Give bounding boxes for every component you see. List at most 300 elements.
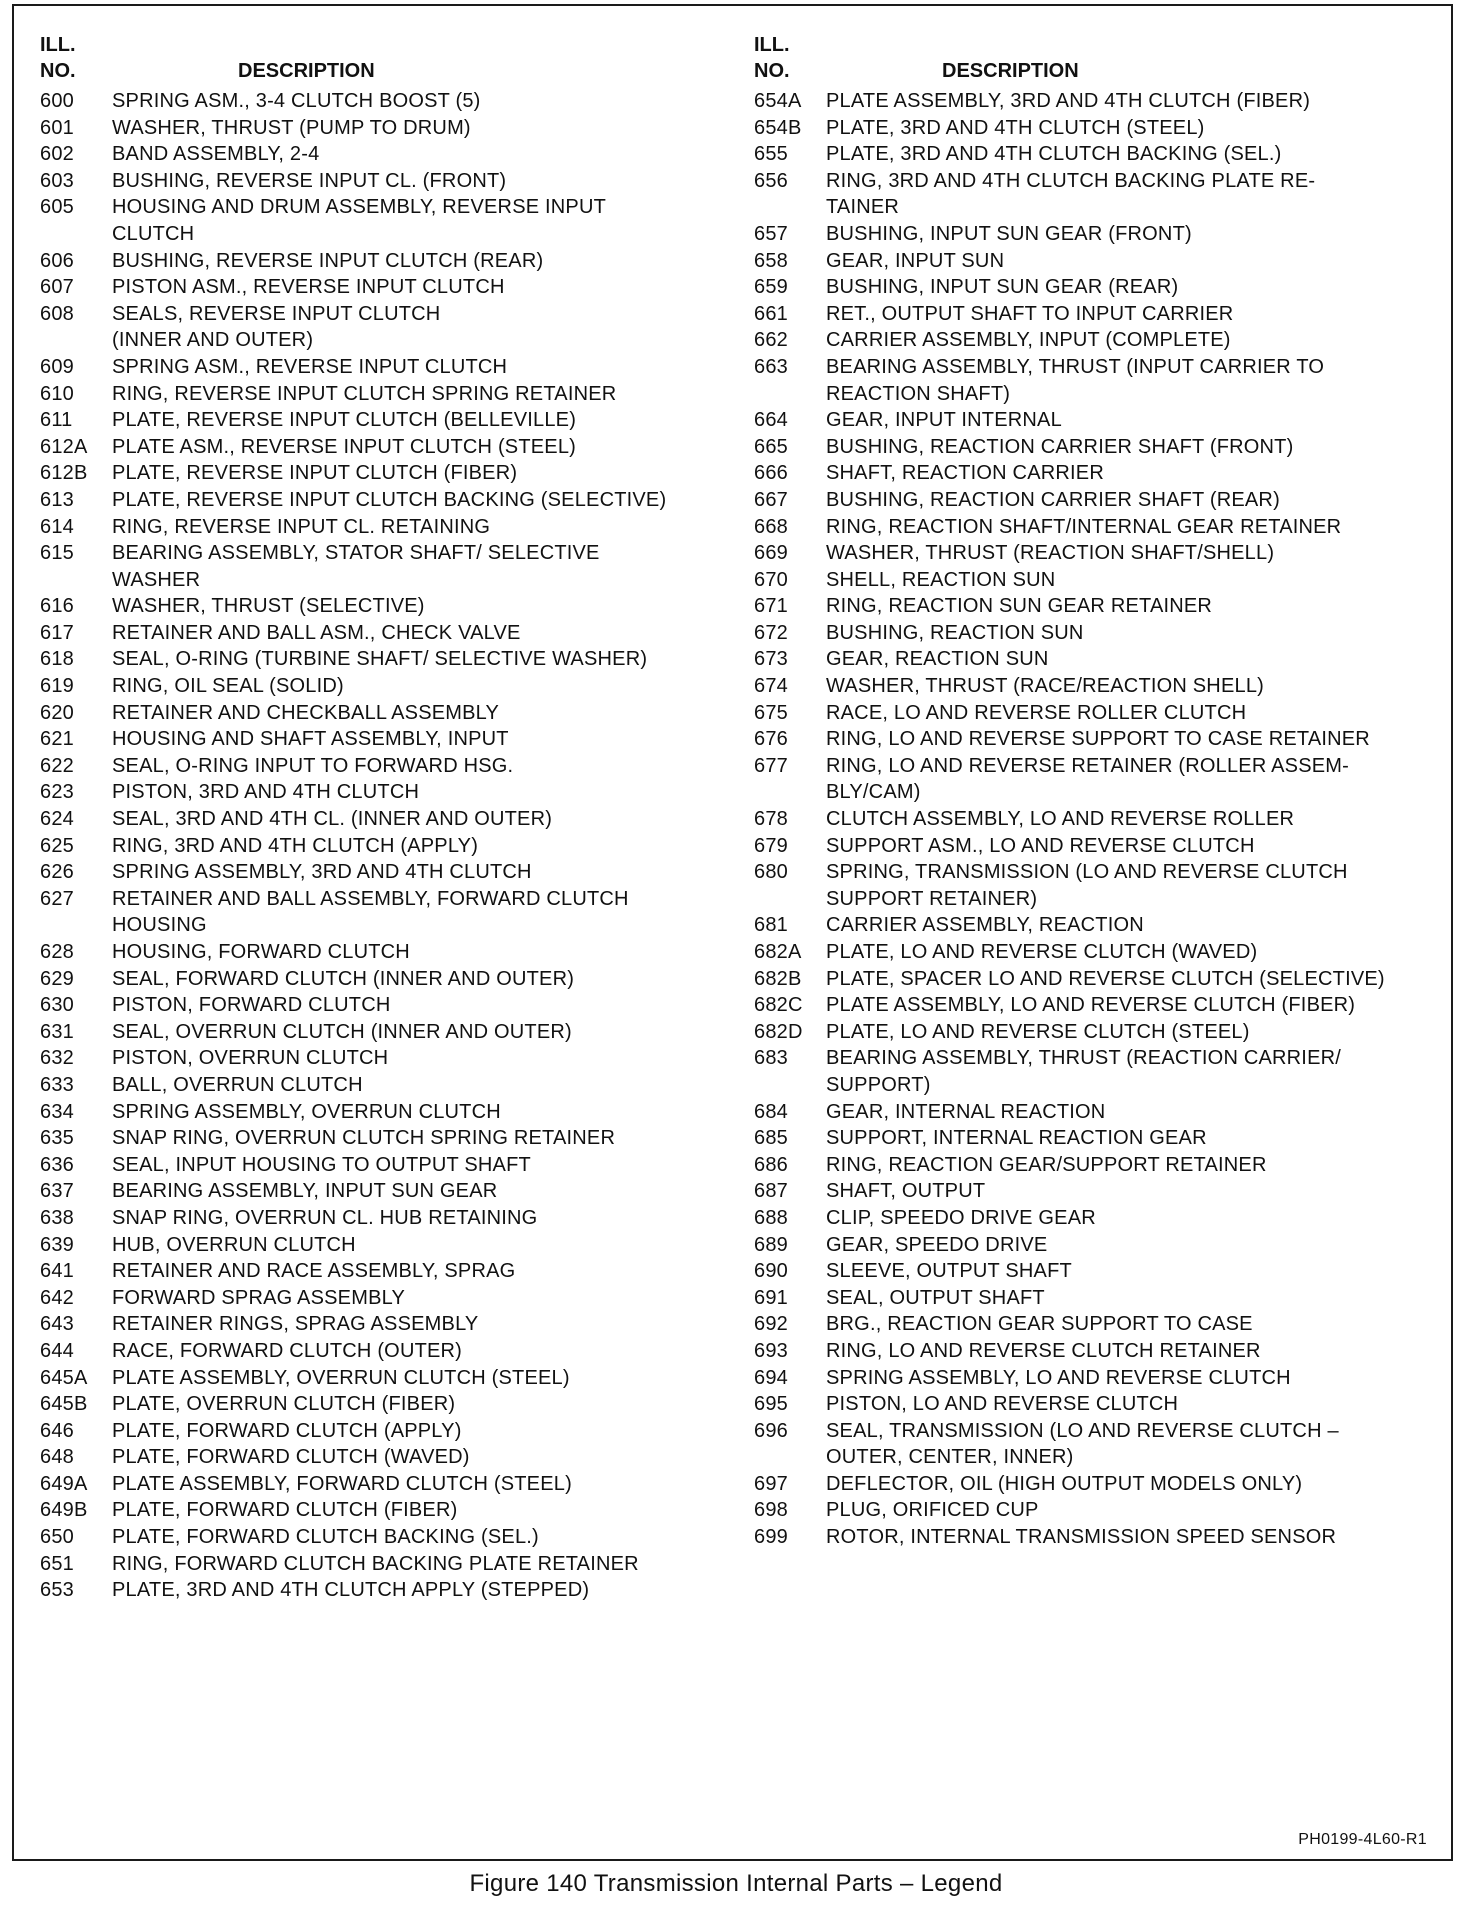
part-description: HUB, OVERRUN CLUTCH [112, 1233, 356, 1256]
legend-row [40, 1524, 740, 1551]
column-header [754, 32, 1444, 84]
part-description: SEAL, O-RING (TURBINE SHAFT/ SELECTIVE WASHER) [112, 648, 648, 671]
ill-number: 661 [754, 302, 788, 325]
ill-number: 670 [754, 568, 788, 591]
legend-row [754, 248, 1444, 275]
ill-number: 629 [40, 967, 74, 990]
part-description: PLATE, LO AND REVERSE CLUTCH (STEEL) [826, 1020, 1250, 1043]
part-description: RETAINER AND CHECKBALL ASSEMBLY [112, 701, 500, 724]
part-description: SEAL, O-RING INPUT TO FORWARD HSG. [112, 754, 514, 777]
legend-row [40, 1418, 740, 1445]
ill-number: 607 [40, 276, 74, 299]
part-description: GEAR, SPEEDO DRIVE [826, 1233, 1048, 1256]
part-description: PLATE, FORWARD CLUTCH (APPLY) [112, 1419, 462, 1442]
ill-number: 636 [40, 1153, 74, 1176]
legend-row [754, 115, 1444, 142]
part-description: SUPPORT ASM., LO AND REVERSE CLUTCH [826, 834, 1255, 857]
part-description: PLATE, FORWARD CLUTCH (FIBER) [112, 1499, 458, 1522]
part-description: RING, REACTION GEAR/SUPPORT RETAINER [826, 1153, 1267, 1176]
part-description: BEARING ASSEMBLY, THRUST (REACTION CARRIER/ SUPPORT) [826, 1047, 1342, 1096]
ill-number: 664 [754, 409, 788, 432]
part-description: DEFLECTOR, OIL (HIGH OUTPUT MODELS ONLY) [826, 1472, 1303, 1495]
part-description: SEAL, 3RD AND 4TH CL. (INNER AND OUTER) [112, 808, 553, 831]
part-description: PLATE, LO AND REVERSE CLUTCH (WAVED) [826, 941, 1258, 963]
part-description: PLATE ASSEMBLY, 3RD AND 4TH CLUTCH (FIBER) [826, 90, 1311, 112]
ill-number: 653 [40, 1579, 74, 1602]
ill-number: 626 [40, 861, 74, 884]
ill-number: 646 [40, 1419, 74, 1442]
part-description: PLATE, REVERSE INPUT CLUTCH BACKING (SELECTIVE) [112, 488, 667, 511]
part-description: GEAR, INTERNAL REACTION [826, 1100, 1106, 1123]
ill-number: 624 [40, 808, 74, 831]
ill-no-header: ILL. NO. [754, 34, 790, 82]
legend-row [40, 1471, 740, 1498]
ill-number: 674 [754, 675, 788, 698]
legend-row [40, 779, 740, 806]
part-description: BUSHING, REVERSE INPUT CLUTCH (REAR) [112, 249, 544, 272]
part-description: SPRING ASSEMBLY, LO AND REVERSE CLUTCH [826, 1366, 1291, 1389]
ill-no-header: ILL. NO. [40, 34, 76, 82]
legend-row [754, 1471, 1444, 1498]
ill-number: 625 [40, 834, 74, 857]
legend-row [754, 1099, 1444, 1126]
part-description: BEARING ASSEMBLY, INPUT SUN GEAR [112, 1180, 498, 1203]
legend-row [40, 168, 740, 195]
legend-frame [12, 4, 1453, 1861]
part-description: PISTON, FORWARD CLUTCH [112, 994, 391, 1017]
ill-number: 612A [40, 435, 88, 458]
legend-row [40, 753, 740, 780]
part-description: PISTON, 3RD AND 4TH CLUTCH [112, 781, 420, 804]
part-description: RING, FORWARD CLUTCH BACKING PLATE RETAINER [112, 1552, 639, 1575]
ill-number: 638 [40, 1206, 74, 1229]
ill-number: 663 [754, 355, 788, 378]
legend-row [40, 194, 740, 247]
ill-number: 618 [40, 648, 74, 671]
part-description: PLATE, FORWARD CLUTCH (WAVED) [112, 1446, 470, 1469]
ill-number: 645A [40, 1366, 88, 1389]
ill-number: 643 [40, 1313, 74, 1336]
legend-row [754, 354, 1444, 407]
legend-row [754, 1365, 1444, 1392]
part-description: CLIP, SPEEDO DRIVE GEAR [826, 1206, 1096, 1229]
legend-row [40, 1152, 740, 1179]
ill-number: 632 [40, 1047, 74, 1070]
legend-row [754, 992, 1444, 1019]
legend-row [754, 1125, 1444, 1152]
legend-row [754, 966, 1444, 993]
ill-number: 635 [40, 1127, 74, 1150]
part-description: BEARING ASSEMBLY, THRUST (INPUT CARRIER TO REACTION SHAFT) [826, 355, 1325, 405]
legend-row [40, 1178, 740, 1205]
part-description: RING, OIL SEAL (SOLID) [112, 675, 344, 698]
legend-row [40, 1045, 740, 1072]
legend-row [40, 886, 740, 939]
ill-number: 692 [754, 1313, 788, 1336]
legend-row [754, 1311, 1444, 1338]
legend-row [754, 726, 1444, 753]
ill-number: 658 [754, 249, 788, 272]
legend-row [40, 274, 740, 301]
part-description: GEAR, INPUT INTERNAL [826, 409, 1062, 432]
legend-row [754, 567, 1444, 594]
part-description: BUSHING, REACTION CARRIER SHAFT (REAR) [826, 488, 1280, 511]
ill-number: 649A [40, 1472, 88, 1495]
part-description: CARRIER ASSEMBLY, REACTION [826, 914, 1144, 937]
legend-row [754, 434, 1444, 461]
legend-row [754, 221, 1444, 248]
part-description: BUSHING, INPUT SUN GEAR (REAR) [826, 276, 1179, 299]
ill-number: 682B [754, 967, 802, 990]
legend-row [754, 1258, 1444, 1285]
legend-row [754, 1152, 1444, 1179]
legend-row [754, 753, 1444, 806]
part-description: RING, REACTION SHAFT/INTERNAL GEAR RETAINER [826, 515, 1342, 538]
part-description: PLATE ASSEMBLY, FORWARD CLUTCH (STEEL) [112, 1472, 572, 1495]
part-description: HOUSING, FORWARD CLUTCH [112, 941, 410, 963]
part-description: PLATE ASSEMBLY, LO AND REVERSE CLUTCH (FIBER) [826, 994, 1356, 1017]
ill-number: 662 [754, 329, 788, 352]
ill-number: 631 [40, 1020, 74, 1043]
part-description: GEAR, INPUT SUN [826, 249, 1005, 272]
ill-number: 616 [40, 595, 74, 618]
legend-row [40, 646, 740, 673]
part-description: PLATE, 3RD AND 4TH CLUTCH (STEEL) [826, 116, 1205, 139]
legend-row [754, 912, 1444, 939]
ill-number: 666 [754, 462, 788, 485]
legend-row [754, 1205, 1444, 1232]
ill-number: 639 [40, 1233, 74, 1256]
ill-number: 686 [754, 1153, 788, 1176]
legend-row [40, 859, 740, 886]
legend-row [754, 1524, 1444, 1551]
legend-row [40, 301, 740, 354]
figure-caption: Figure 140 Transmission Internal Parts – Legend [469, 1870, 1003, 1897]
ill-number: 668 [754, 515, 788, 538]
legend-row [40, 1551, 740, 1578]
ill-number: 627 [40, 887, 74, 910]
legend-row [754, 487, 1444, 514]
ill-number: 669 [754, 542, 788, 565]
ill-number: 673 [754, 648, 788, 671]
part-description: RING, REVERSE INPUT CL. RETAINING [112, 515, 491, 538]
part-description: SPRING ASSEMBLY, 3RD AND 4TH CLUTCH [112, 861, 532, 884]
part-description: BUSHING, REACTION CARRIER SHAFT (FRONT) [826, 435, 1294, 458]
part-description: SPRING, TRANSMISSION (LO AND REVERSE CLUTCH SUPPORT RETAINER) [826, 861, 1348, 910]
ill-number: 648 [40, 1446, 74, 1469]
ill-number: 682D [754, 1020, 803, 1043]
part-description: PLATE, 3RD AND 4TH CLUTCH BACKING (SEL.) [826, 143, 1282, 166]
part-description: RETAINER AND BALL ASSEMBLY, FORWARD CLUTCH HOUSING [112, 887, 629, 937]
ill-number: 634 [40, 1100, 74, 1123]
legend-row [40, 1577, 740, 1604]
part-description: PLATE, FORWARD CLUTCH BACKING (SEL.) [112, 1526, 539, 1549]
legend-row [40, 1099, 740, 1126]
ill-number: 684 [754, 1100, 788, 1123]
ill-number: 695 [754, 1393, 788, 1416]
ill-number: 633 [40, 1073, 74, 1096]
legend-row [40, 248, 740, 275]
legend-row [754, 806, 1444, 833]
part-description: RING, REVERSE INPUT CLUTCH SPRING RETAINER [112, 382, 617, 405]
ill-number: 682C [754, 994, 803, 1017]
legend-row [40, 700, 740, 727]
part-description: CARRIER ASSEMBLY, INPUT (COMPLETE) [826, 329, 1231, 352]
legend-row [40, 1391, 740, 1418]
ill-number: 697 [754, 1472, 788, 1495]
ill-number: 693 [754, 1339, 788, 1362]
part-description: PISTON ASM., REVERSE INPUT CLUTCH [112, 276, 505, 299]
ill-number: 656 [754, 169, 788, 192]
part-description: SEALS, REVERSE INPUT CLUTCH (INNER AND OUTER) [112, 302, 441, 352]
part-description: SEAL, TRANSMISSION (LO AND REVERSE CLUTCH – OUTER, CENTER, INNER) [826, 1419, 1339, 1469]
legend-row [40, 1311, 740, 1338]
legend-row [40, 115, 740, 142]
legend-row [40, 460, 740, 487]
part-description: PLATE, REVERSE INPUT CLUTCH (FIBER) [112, 462, 518, 485]
ill-number: 619 [40, 675, 74, 698]
part-description: BUSHING, REACTION SUN [826, 621, 1084, 644]
ill-number: 603 [40, 169, 74, 192]
part-description: HOUSING AND SHAFT ASSEMBLY, INPUT [112, 728, 509, 751]
legend-row [40, 806, 740, 833]
part-description: PLATE, 3RD AND 4TH CLUTCH APPLY (STEPPED) [112, 1579, 590, 1602]
ill-number: 642 [40, 1286, 74, 1309]
part-description: RING, LO AND REVERSE CLUTCH RETAINER [826, 1339, 1261, 1362]
part-description: PLUG, ORIFICED CUP [826, 1499, 1039, 1522]
legend-row [754, 939, 1444, 966]
part-description: BALL, OVERRUN CLUTCH [112, 1073, 363, 1096]
legend-row [754, 1497, 1444, 1524]
legend-row [40, 620, 740, 647]
part-description: BRG., REACTION GEAR SUPPORT TO CASE [826, 1313, 1253, 1336]
legend-row [754, 514, 1444, 541]
ill-number: 699 [754, 1526, 788, 1549]
ill-number: 677 [754, 754, 788, 777]
legend-row [40, 1232, 740, 1259]
part-description: PISTON, LO AND REVERSE CLUTCH [826, 1393, 1179, 1416]
ill-number: 687 [754, 1180, 788, 1203]
legend-row [40, 1019, 740, 1046]
part-description: RETAINER RINGS, SPRAG ASSEMBLY [112, 1313, 479, 1336]
ill-number: 665 [754, 435, 788, 458]
part-description: SHAFT, OUTPUT [826, 1180, 986, 1203]
legend-row [40, 141, 740, 168]
part-description: SEAL, FORWARD CLUTCH (INNER AND OUTER) [112, 967, 575, 990]
ill-number: 620 [40, 701, 74, 724]
ill-number: 601 [40, 116, 74, 139]
ill-number: 696 [754, 1419, 788, 1442]
ill-number: 671 [754, 595, 788, 618]
part-description: RETAINER AND RACE ASSEMBLY, SPRAG [112, 1260, 516, 1283]
legend-row [754, 141, 1444, 168]
legend-row [754, 274, 1444, 301]
ill-number: 698 [754, 1499, 788, 1522]
parts-list-right [754, 88, 1444, 1551]
part-description: WASHER, THRUST (SELECTIVE) [112, 595, 425, 618]
ill-number: 689 [754, 1233, 788, 1256]
ill-number: 667 [754, 488, 788, 511]
legend-row [754, 460, 1444, 487]
legend-row [40, 88, 740, 115]
legend-column-left [40, 32, 740, 1604]
ill-number: 614 [40, 515, 74, 538]
ill-number: 644 [40, 1339, 74, 1362]
ill-number: 654A [754, 90, 802, 112]
part-description: RING, REACTION SUN GEAR RETAINER [826, 595, 1213, 618]
legend-row [754, 673, 1444, 700]
legend-row [40, 1365, 740, 1392]
legend-row [754, 168, 1444, 221]
ill-number: 649B [40, 1499, 88, 1522]
part-description: RET., OUTPUT SHAFT TO INPUT CARRIER [826, 302, 1234, 325]
legend-row [754, 1045, 1444, 1098]
ill-number: 637 [40, 1180, 74, 1203]
ill-number: 613 [40, 488, 74, 511]
legend-row [40, 1205, 740, 1232]
part-description: BUSHING, INPUT SUN GEAR (FRONT) [826, 222, 1192, 245]
figure-code: PH0199-4L60-R1 [1298, 1831, 1427, 1848]
ill-number: 628 [40, 941, 74, 963]
legend-row [40, 381, 740, 408]
legend-row [40, 1285, 740, 1312]
part-description: PLATE ASM., REVERSE INPUT CLUTCH (STEEL) [112, 435, 577, 458]
legend-row [754, 540, 1444, 567]
ill-number: 612B [40, 462, 88, 485]
part-description: WASHER, THRUST (REACTION SHAFT/SHELL) [826, 542, 1275, 565]
ill-number: 615 [40, 542, 74, 565]
ill-number: 654B [754, 116, 802, 139]
legend-row [40, 434, 740, 461]
legend-row [40, 673, 740, 700]
part-description: SHELL, REACTION SUN [826, 568, 1056, 591]
part-description: RETAINER AND BALL ASM., CHECK VALVE [112, 621, 521, 644]
part-description: SLEEVE, OUTPUT SHAFT [826, 1260, 1072, 1283]
legend-row [754, 1391, 1444, 1418]
part-description: PLATE ASSEMBLY, OVERRUN CLUTCH (STEEL) [112, 1366, 570, 1389]
part-description: SNAP RING, OVERRUN CL. HUB RETAINING [112, 1206, 538, 1229]
part-description: SUPPORT, INTERNAL REACTION GEAR [826, 1127, 1207, 1150]
legend-row [754, 407, 1444, 434]
legend-row [40, 593, 740, 620]
legend-row [754, 1178, 1444, 1205]
ill-number: 623 [40, 781, 74, 804]
part-description: SEAL, OUTPUT SHAFT [826, 1286, 1045, 1309]
part-description: WASHER, THRUST (RACE/REACTION SHELL) [826, 675, 1265, 698]
ill-number: 605 [40, 196, 74, 219]
legend-row [40, 514, 740, 541]
ill-number: 679 [754, 834, 788, 857]
ill-number: 609 [40, 355, 74, 378]
part-description: RING, LO AND REVERSE RETAINER (ROLLER ASSEM- BLY/CAM) [826, 754, 1349, 804]
part-description: SPRING ASSEMBLY, OVERRUN CLUTCH [112, 1100, 501, 1123]
ill-number: 676 [754, 728, 788, 751]
legend-row [40, 487, 740, 514]
ill-number: 650 [40, 1526, 74, 1549]
part-description: SEAL, INPUT HOUSING TO OUTPUT SHAFT [112, 1153, 531, 1176]
ill-number: 691 [754, 1286, 788, 1309]
ill-number: 682A [754, 941, 802, 963]
part-description: RING, 3RD AND 4TH CLUTCH (APPLY) [112, 834, 479, 857]
legend-row [40, 726, 740, 753]
ill-number: 651 [40, 1552, 74, 1575]
legend-row [754, 1285, 1444, 1312]
parts-list-left [40, 88, 740, 1604]
legend-column-right [754, 32, 1444, 1551]
legend-row [754, 1418, 1444, 1471]
legend-row [40, 992, 740, 1019]
part-description: PLATE, REVERSE INPUT CLUTCH (BELLEVILLE) [112, 409, 577, 432]
ill-number: 659 [754, 276, 788, 299]
part-description: SHAFT, REACTION CARRIER [826, 462, 1104, 485]
part-description: BAND ASSEMBLY, 2-4 [112, 143, 320, 166]
ill-number: 690 [754, 1260, 788, 1283]
ill-number: 617 [40, 621, 74, 644]
legend-row [40, 1444, 740, 1471]
ill-number: 630 [40, 994, 74, 1017]
part-description: PISTON, OVERRUN CLUTCH [112, 1047, 389, 1070]
legend-row [40, 833, 740, 860]
ill-number: 611 [40, 409, 73, 432]
ill-number: 622 [40, 754, 74, 777]
part-description: BEARING ASSEMBLY, STATOR SHAFT/ SELECTIVE WASHER [112, 542, 600, 591]
ill-number: 602 [40, 143, 74, 166]
part-description: PLATE, SPACER LO AND REVERSE CLUTCH (SELECTIVE) [826, 967, 1385, 990]
legend-row [754, 646, 1444, 673]
part-description: SEAL, OVERRUN CLUTCH (INNER AND OUTER) [112, 1020, 572, 1043]
description-header: DESCRIPTION [942, 60, 1079, 82]
ill-number: 688 [754, 1206, 788, 1229]
part-description: FORWARD SPRAG ASSEMBLY [112, 1286, 405, 1309]
ill-number: 641 [40, 1260, 74, 1283]
legend-row [754, 88, 1444, 115]
part-description: SPRING ASM., REVERSE INPUT CLUTCH [112, 355, 508, 378]
ill-number: 621 [40, 728, 74, 751]
ill-number: 678 [754, 808, 788, 831]
ill-number: 606 [40, 249, 74, 272]
legend-row [754, 327, 1444, 354]
ill-number: 694 [754, 1366, 788, 1389]
ill-number: 685 [754, 1127, 788, 1150]
part-description: RACE, FORWARD CLUTCH (OUTER) [112, 1339, 463, 1362]
legend-row [754, 620, 1444, 647]
ill-number: 672 [754, 621, 788, 644]
legend-row [40, 354, 740, 381]
ill-number: 600 [40, 90, 74, 112]
part-description: RACE, LO AND REVERSE ROLLER CLUTCH [826, 701, 1247, 724]
part-description: GEAR, REACTION SUN [826, 648, 1049, 671]
part-description: SNAP RING, OVERRUN CLUTCH SPRING RETAINER [112, 1127, 616, 1150]
legend-row [754, 859, 1444, 912]
ill-number: 680 [754, 861, 788, 884]
ill-number: 683 [754, 1047, 788, 1070]
legend-row [754, 1232, 1444, 1259]
legend-row [40, 1125, 740, 1152]
legend-row [754, 1019, 1444, 1046]
ill-number: 610 [40, 382, 74, 405]
legend-row [40, 939, 740, 966]
part-description: BUSHING, REVERSE INPUT CL. (FRONT) [112, 169, 507, 192]
part-description: RING, LO AND REVERSE SUPPORT TO CASE RETAINER [826, 728, 1370, 751]
part-description: ROTOR, INTERNAL TRANSMISSION SPEED SENSOR [826, 1526, 1337, 1549]
part-description: PLATE, OVERRUN CLUTCH (FIBER) [112, 1393, 456, 1416]
legend-row [754, 301, 1444, 328]
legend-row [40, 540, 740, 593]
legend-row [754, 700, 1444, 727]
ill-number: 657 [754, 222, 788, 245]
part-description: HOUSING AND DRUM ASSEMBLY, REVERSE INPUT CLUTCH [112, 196, 607, 245]
legend-row [40, 966, 740, 993]
